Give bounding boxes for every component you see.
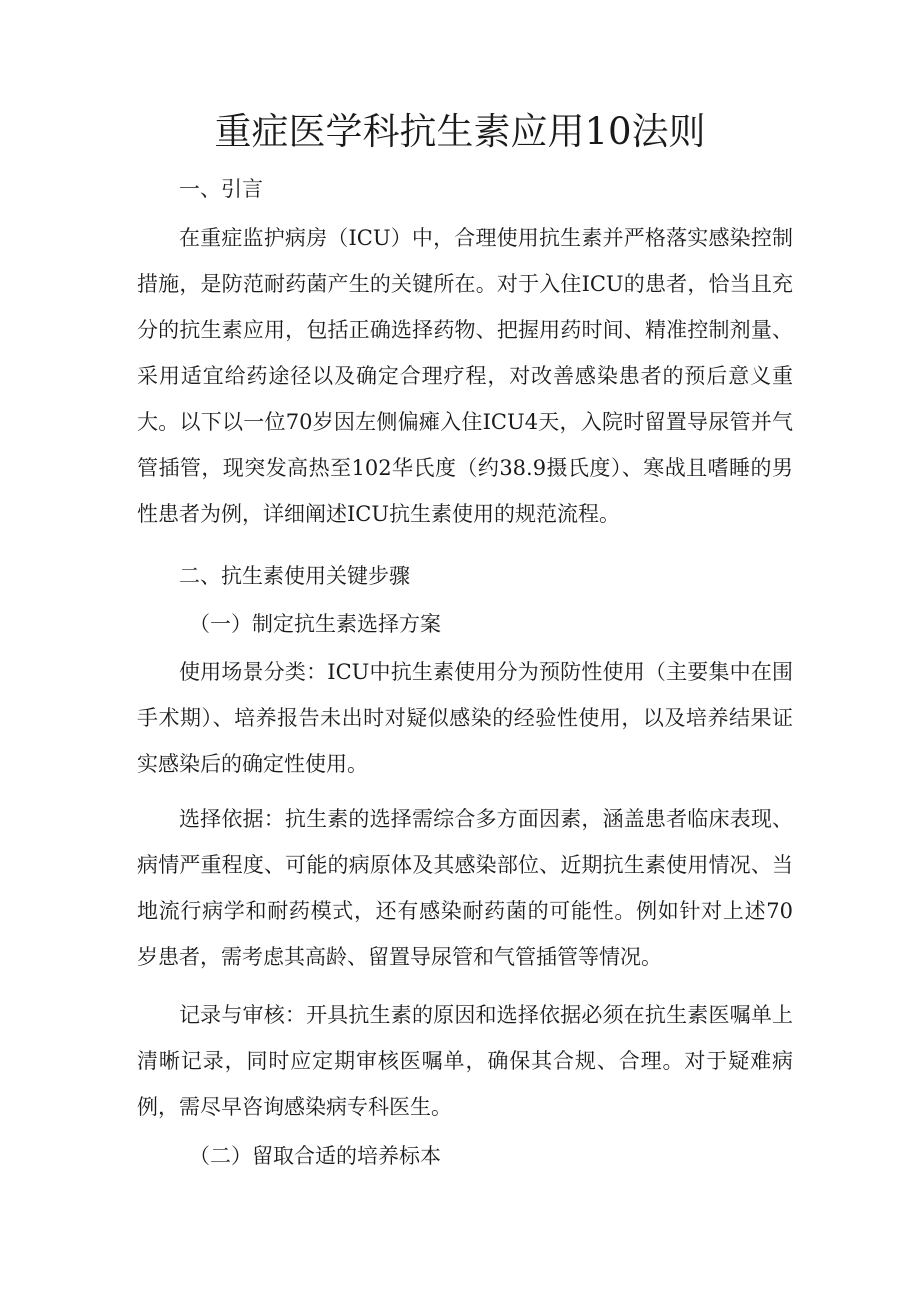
- section-heading-introduction: 一、引言: [179, 177, 263, 201]
- paragraph-selection-basis: 选择依据：抗生素的选择需综合多方面因素，涵盖患者临床表现、病情严重程度、可能的病原体及其感染部位、近期抗生素使用情况、当地流行病学和耐药模式，还有感染耐药菌的可能性。例如针对上述70岁患者，需考虑其高龄、留置导尿管和气管插管等情况。: [137, 807, 793, 969]
- subsection-heading-selection-plan: （一）制定抗生素选择方案: [189, 612, 441, 636]
- paragraph-record-review: 记录与审核：开具抗生素的原因和选择依据必须在抗生素医嘱单上清晰记录，同时应定期审核医嘱单，确保其合规、合理。对于疑难病例，需尽早咨询感染病专科医生。: [137, 1003, 793, 1119]
- paragraph-usage-scenarios: 使用场景分类：ICU中抗生素使用分为预防性使用（主要集中在围手术期）、培养报告未出时对疑似感染的经验性使用，以及培养结果证实感染后的确定性使用。: [137, 660, 793, 776]
- section-heading-key-steps: 二、抗生素使用关键步骤: [179, 564, 410, 588]
- document-title: 重症医学科抗生素应用10法则: [214, 110, 706, 153]
- subsection-heading-culture-specimens: （二）留取合适的培养标本: [189, 1144, 441, 1168]
- introduction-paragraph: 在重症监护病房（ICU）中，合理使用抗生素并严格落实感染控制措施，是防范耐药菌产生的关键所在。对于入住ICU的患者，恰当且充分的抗生素应用，包括正确选择药物、把握用药时间、精准控制剂量、采用适宜给药途径以及确定合理疗程，对改善感染患者的预后意义重大。以下以一位70岁因左侧偏瘫入住ICU4天，入院时留置导尿管并气管插管，现突发高热至102华氏度（约38.9摄氏度）、寒战且嗜睡的男性患者为例，详细阐述ICU抗生素使用的规范流程。: [137, 226, 793, 526]
